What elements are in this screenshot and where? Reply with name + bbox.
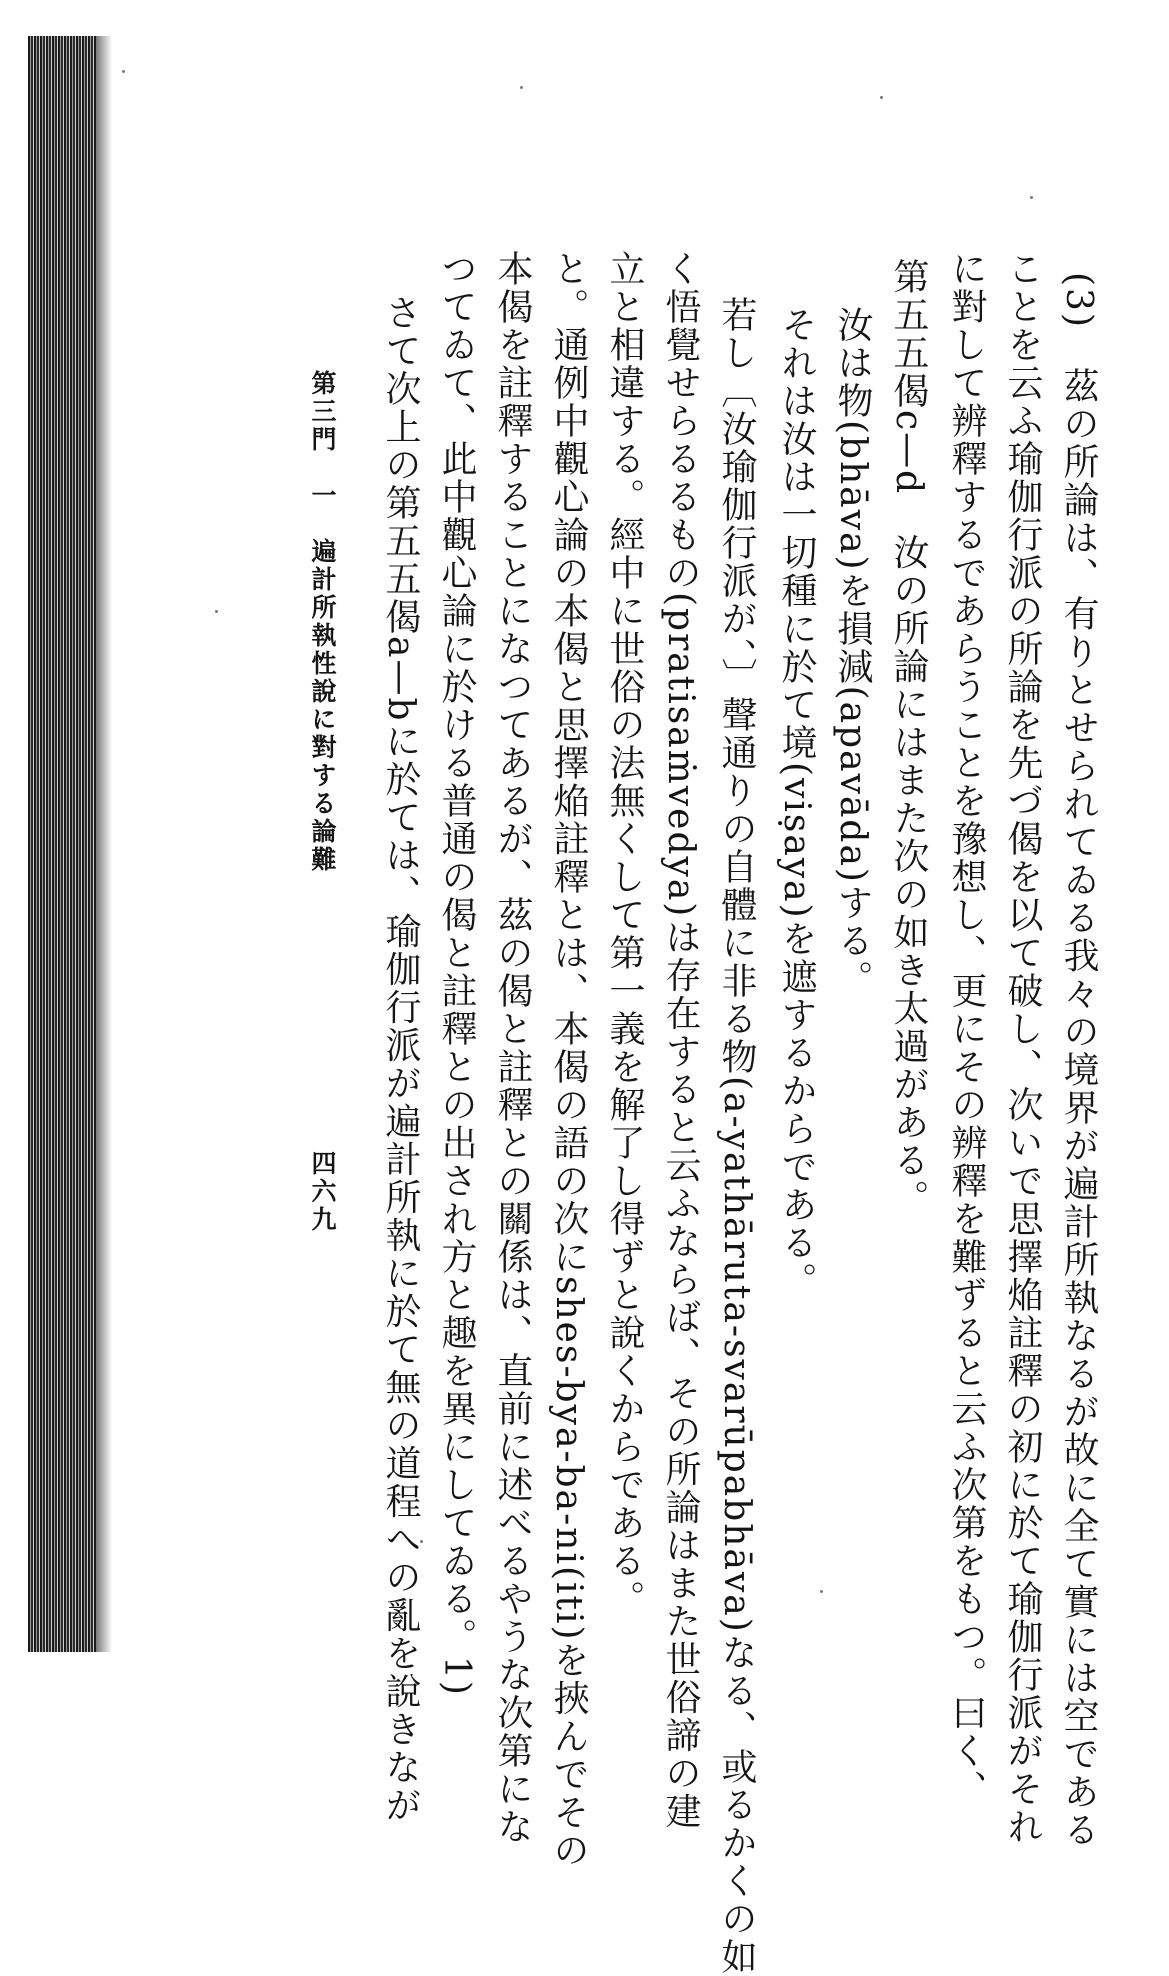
text-line-12: つてゐて、此中觀心論に於ける普通の偈と註釋との出され方と趣を異にしてゐる。1): [436, 250, 477, 1697]
page-number: 四六九: [308, 1150, 337, 1234]
verse-line-2: それは汝は一切種に於て境(viṣaya)を遮するからである。: [776, 306, 817, 1300]
scan-speck: [122, 70, 125, 73]
running-header: 第三門 一 遍計所執性說に對する論難: [308, 370, 337, 874]
gutter-shadow: [96, 36, 112, 1652]
text-line-7: 若し〔汝瑜伽行派が、〕聲通りの自體に非る物(a-yathāruta-svarūpabhāva)なる、或るかくの如: [716, 296, 757, 1976]
verse-heading: 第五五偈c—d 汝の所論にはまた次の如き太過がある。: [888, 258, 929, 1218]
text-line-10: と。通例中觀心論の本偈と思擇焔註釋とは、本偈の語の次にshes-bya-ba-ni(iti)を挾んでその: [548, 250, 589, 1870]
text-line-8: く悟覺せらるるもの(pratisaṁvedya)は存在すると云ふならば、その所論はまた世俗諦の建: [660, 250, 701, 1831]
scan-speck: [880, 96, 883, 99]
scan-speck: [215, 610, 218, 613]
text-line-11: 本偈を註釋することになつてあるが、茲の偈と註釋との關係は、直前に述べるやうな次第にな: [492, 250, 533, 1846]
scan-speck: [520, 86, 523, 89]
scan-speck: [1030, 196, 1033, 199]
text-line-13: さて次上の第五五偈a—bに於ては、瑜伽行派が遍計所執に於て無の道程への亂を說きなが: [380, 294, 421, 1825]
scan-speck: [820, 1590, 823, 1593]
text-line-1: (3) 茲の所論は、有りとせられてゐる我々の境界が遍計所執なるが故に全て實には空である: [1058, 272, 1099, 1849]
text-line-9: 立と相違する。經中に世俗の法無くして第一義を解了し得ずと說くからである。: [604, 250, 645, 1618]
text-line-3: に對して辨釋するであらうことを豫想し、更にその辨釋を難ずると云ふ次第をもつ。曰く、: [946, 250, 987, 1808]
text-line-2: ことを云ふ瑜伽行派の所論を先づ偈を以て破し、次いで思擇焔註釋の初に於て瑜伽行派がそれ: [1002, 250, 1043, 1846]
verse-line-1: 汝は物(bhāva)を損減(apavāda)する。: [832, 306, 873, 998]
